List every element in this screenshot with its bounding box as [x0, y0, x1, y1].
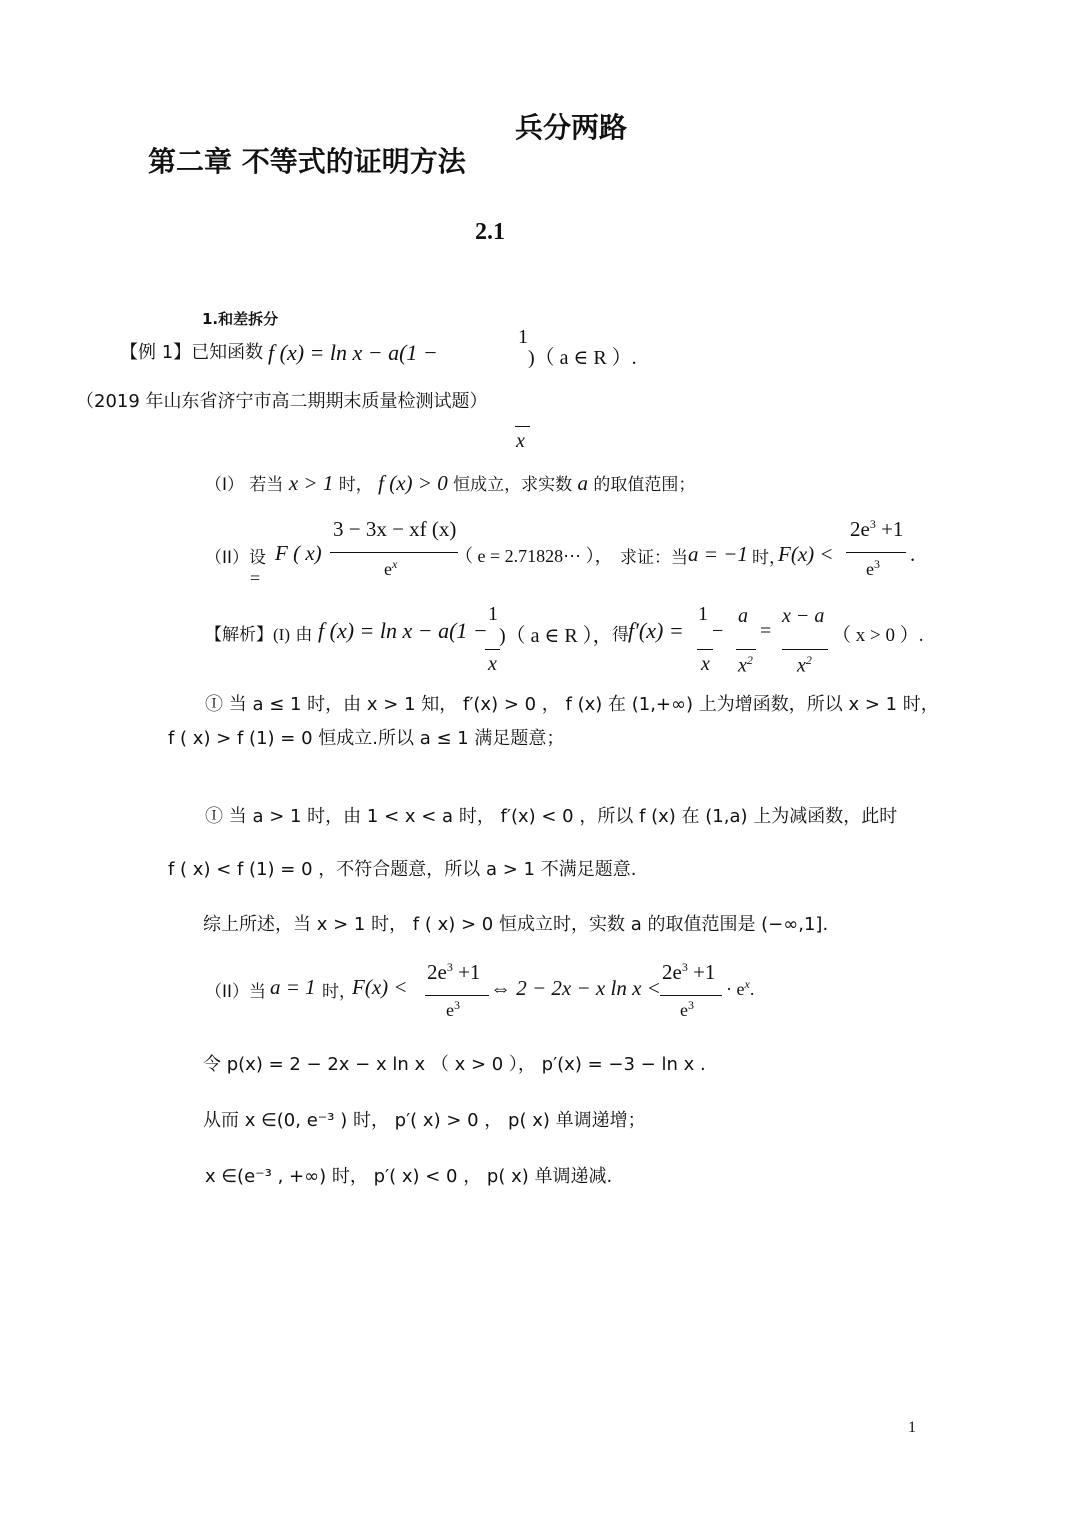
- part2-den-sup: x: [392, 557, 398, 571]
- part2-rnum-sup: 3: [869, 517, 876, 531]
- solution-t1-line: [697, 649, 713, 650]
- solution-t3-num: x − a: [782, 605, 825, 627]
- part2sol-Fx: F(x) <: [352, 975, 408, 999]
- part1-label: （I）: [205, 475, 245, 495]
- case2-marker: Ⓘ: [205, 806, 223, 827]
- part1-text-a: 若当: [249, 475, 284, 495]
- example-intro: 已知函数: [191, 342, 264, 363]
- part2sol-n1-base: 2e: [427, 960, 447, 984]
- part2sol-cond: a = 1: [270, 975, 316, 999]
- part2-F: F ( x): [275, 541, 322, 565]
- example-close: )（ a ∈ R ）.: [528, 347, 637, 369]
- part2-dot: .: [910, 542, 916, 566]
- page-number: 1: [908, 1419, 916, 1436]
- solution-eq2: =: [760, 620, 772, 642]
- part2-rhs-line: [846, 552, 906, 553]
- part2sol-d2: [680, 998, 694, 1021]
- let-line: 令 p(x) = 2 − 2x − x ln x （ x > 0 ）， p′(x) = −3 − ln x .: [203, 1054, 706, 1075]
- solution-by: 由: [295, 625, 313, 645]
- section-number: 2.1: [475, 219, 505, 245]
- example-source: （2019 年山东省济宁市高二期期末质量检测试题）: [76, 391, 488, 412]
- part2-label-text: （II）: [205, 548, 250, 568]
- part2sol-n2-base: 2e: [662, 960, 682, 984]
- case1-line1: [205, 690, 939, 716]
- part2sol-n1-sup: 3: [446, 960, 453, 974]
- solution-t2-num: a: [738, 605, 748, 627]
- solution-f-def: f (x) = ln x − a(1 −: [318, 618, 488, 643]
- running-title: 兵分两路: [515, 111, 628, 144]
- case1-text: 当 a ≤ 1 时，由 x > 1 知， f′(x) > 0 ， f (x) 在 (1,+∞) 上为增函数，所以 x > 1 时，: [228, 694, 939, 715]
- case2-text: 当 a > 1 时，由 1 < x < a 时， f′(x) < 0 ，所以 f (x) 在 (1,a) 上为减函数，此时: [228, 806, 898, 827]
- part2sol-tail-end: .: [749, 979, 755, 999]
- part2sol-when: 时，: [322, 982, 356, 1002]
- part2sol-d1: [446, 998, 460, 1021]
- example-frac-line: [515, 426, 530, 427]
- solution-t3-line: [782, 649, 828, 650]
- solution-frac-line: [485, 649, 500, 650]
- solution-t2-den-base: x: [738, 654, 747, 677]
- part2-den-base: e: [384, 559, 392, 579]
- example-frac-num: 1: [518, 326, 528, 348]
- part2-e-value: （ e = 2.71828⋯ ），: [455, 546, 613, 566]
- solution-t2-den: [738, 653, 753, 678]
- subsection-heading: 1.和差拆分: [202, 310, 279, 328]
- part1-line: [205, 470, 695, 496]
- chapter-title: 第二章 不等式的证明方法: [148, 145, 466, 178]
- part2-frac-num: 3 − 3x − xf (x): [333, 517, 457, 541]
- solution-part: (I): [273, 625, 290, 644]
- part2-rnum-tail: +1: [875, 517, 904, 541]
- part2sol-tail: [726, 977, 754, 1000]
- example-label: 【例 1】: [120, 342, 192, 363]
- part2-rhs-den: [866, 557, 880, 580]
- solution-domain: （ x > 0 ）.: [832, 625, 924, 646]
- solution-label: [205, 620, 312, 645]
- part1-text-b: 时，: [338, 475, 373, 495]
- part2sol-n1-tail: +1: [452, 960, 481, 984]
- solution-t2-line: [736, 649, 756, 650]
- part2sol-n2-sup: 3: [681, 960, 688, 974]
- solution-close: )（ a ∈ R ），: [499, 625, 613, 647]
- mono1-line: 从而 x ∈(0, e⁻³ ) 时， p′( x) > 0 ， p( x) 单调递增；: [203, 1110, 646, 1131]
- mono2-line: x ∈(e⁻³ , +∞) 时， p′( x) < 0 ， p( x) 单调递减.: [205, 1166, 613, 1187]
- part2sol-d2-sup: 3: [688, 998, 694, 1012]
- case2-line1: [205, 802, 897, 828]
- part1-var: a: [577, 471, 589, 495]
- example-statement: [120, 338, 263, 364]
- part1-cond: x > 1: [288, 471, 334, 495]
- part2-Fx: F(x) <: [778, 542, 834, 566]
- part2-prove: 求证：当: [620, 548, 688, 568]
- solution-frac-den: x: [488, 653, 497, 675]
- part2sol-label: （II）当: [205, 982, 267, 1002]
- case1-line2: f ( x) > f (1) = 0 恒成立.所以 a ≤ 1 满足题意；: [168, 728, 565, 749]
- solution-t1-den: x: [701, 653, 710, 675]
- solution-t3-den-sup: 2: [805, 653, 812, 667]
- part2-rden-sup: 3: [874, 557, 880, 571]
- part2sol-tail-sup: x: [744, 977, 750, 991]
- part2-when: 时，: [752, 548, 786, 568]
- part2sol-frac1-line: [425, 995, 489, 996]
- solution-t2-den-sup: 2: [746, 653, 753, 667]
- part2sol-d2-base: e: [680, 1000, 688, 1020]
- example-frac-den: x: [516, 430, 525, 452]
- part2sol-d1-base: e: [446, 1000, 454, 1020]
- part2sol-tail-base: · e: [726, 979, 745, 999]
- solution-frac-num: 1: [488, 603, 498, 625]
- example-function: f (x) = ln x − a(1 −: [268, 340, 438, 365]
- part2sol-n2: [662, 960, 715, 985]
- part2-rden: e: [866, 559, 874, 579]
- part1-ineq: f (x) > 0: [378, 471, 448, 495]
- part1-text-d: 的取值范围；: [593, 475, 696, 495]
- case1-marker: Ⓘ: [205, 694, 223, 715]
- solution-t3-den-base: x: [797, 654, 806, 677]
- part2-cond: a = −1: [688, 542, 748, 566]
- part2sol-iff: ⇔ 2 − 2x − x ln x <: [490, 976, 661, 1000]
- part2sol-n2-tail: +1: [687, 960, 716, 984]
- solution-label-text: 【解析】: [205, 625, 273, 645]
- part2sol-d1-sup: 3: [454, 998, 460, 1012]
- part2-text-a: 设: [249, 548, 267, 568]
- solution-get: 得: [612, 625, 629, 645]
- solution-fprime: f′(x) =: [628, 618, 684, 643]
- summary-line: 综上所述，当 x > 1 时， f ( x) > 0 恒成立时，实数 a 的取值范围是 (−∞,1].: [203, 914, 829, 935]
- part2-rhs-num: [850, 517, 903, 542]
- solution-minus: −: [712, 620, 724, 642]
- solution-t1-num: 1: [698, 603, 708, 625]
- part2-frac-line: [330, 552, 458, 553]
- part2sol-frac2-line: [660, 995, 722, 996]
- part2-frac-den: [384, 557, 397, 580]
- solution-t3-den: [797, 653, 812, 678]
- part2-eq: =: [250, 568, 261, 588]
- part2sol-n1: [427, 960, 480, 985]
- case2-line2: f ( x) < f (1) = 0 ，不符合题意，所以 a > 1 不满足题意.: [168, 859, 637, 880]
- part2-label: [205, 543, 266, 568]
- part2-rnum: 2e: [850, 517, 870, 541]
- part1-text-c: 恒成立，求实数: [453, 475, 573, 495]
